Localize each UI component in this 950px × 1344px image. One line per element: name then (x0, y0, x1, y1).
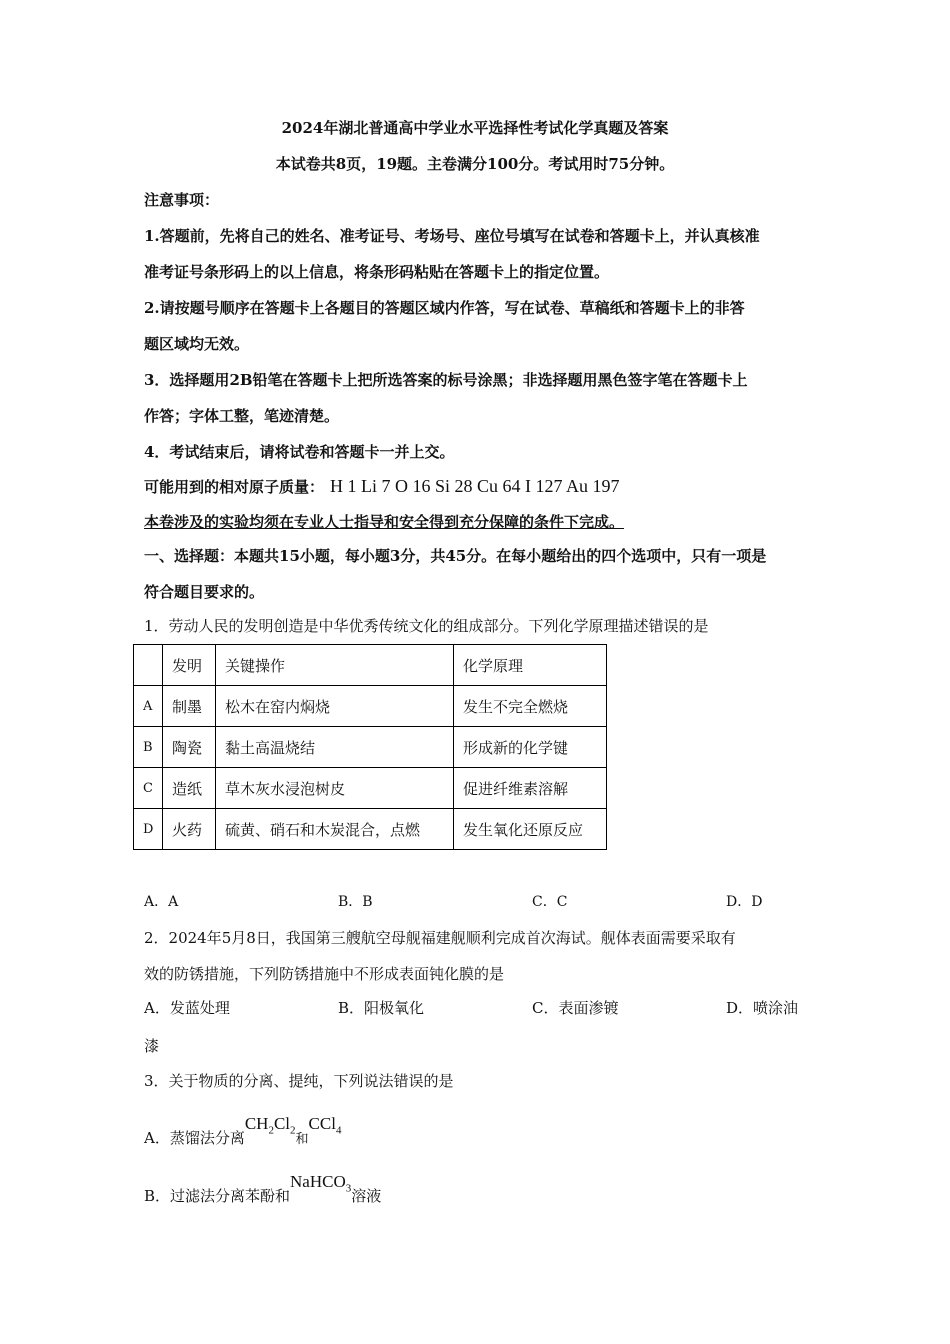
formula-ch2cl2 (244, 1114, 296, 1137)
formula-subscript: 3 (345, 1182, 352, 1195)
q1-table (133, 644, 607, 850)
formula-part: CCl (308, 1114, 336, 1133)
table-cell: 促进纤维素溶解 (454, 768, 607, 809)
formula-subscript: 2 (290, 1124, 296, 1137)
table-cell: 发生氧化还原反应 (454, 809, 607, 850)
table-header-cell: 关键操作 (216, 645, 454, 686)
table-cell: 发生不完全燃烧 (454, 686, 607, 727)
note-2-line-1: 2.请按题号顺序在答题卡上各题目的答题区域内作答，写在试卷、草稿纸和答题卡上的非答 (144, 299, 745, 317)
formula-subscript: 4 (335, 1124, 342, 1137)
atomic-mass-values: H 1 Li 7 O 16 Si 28 Cu 64 I 127 Au 197 (330, 476, 620, 496)
table-cell: C (134, 768, 163, 809)
table-cell: 形成新的化学键 (454, 727, 607, 768)
note-3-line-2: 作答；字体工整，笔迹清楚。 (144, 407, 340, 425)
table-cell: D (134, 809, 163, 850)
formula-nahco3 (290, 1172, 352, 1195)
q1-option-a: A．A (144, 894, 179, 910)
q2-option-a: A．发蓝处理 (144, 999, 230, 1017)
q2-stem-line-2: 效的防锈措施，下列防锈措施中不形成表面钝化膜的是 (144, 965, 505, 983)
q2-stem-line-1: 2．2024年5月8日，我国第三艘航空母舰福建舰顺利完成首次海试。舰体表面需要采取有 (144, 929, 736, 947)
formula-part: Cl (273, 1114, 291, 1133)
formula-subscript: 2 (268, 1124, 274, 1137)
table-cell: 造纸 (163, 768, 216, 809)
q3-option-b-suffix: 溶液 (351, 1187, 382, 1205)
note-4: 4．考试结束后，请将试卷和答题卡一并上交。 (144, 443, 455, 461)
table-header-cell: 化学原理 (454, 645, 607, 686)
atomic-mass-line (144, 476, 620, 497)
page-title: 2024年湖北普通高中学业水平选择性考试化学真题及答案 (281, 119, 669, 137)
table-cell: 火药 (163, 809, 216, 850)
section-1-line-2: 符合题目要求的。 (144, 583, 265, 601)
q3-option-a-and: 和 (295, 1132, 309, 1147)
table-row (134, 809, 607, 850)
table-cell: 陶瓷 (163, 727, 216, 768)
table-cell: 制墨 (163, 686, 216, 727)
q1-option-c: C．C (532, 894, 568, 910)
table-row (134, 727, 607, 768)
note-1-line-2: 准考证号条形码上的以上信息，将条形码粘贴在答题卡上的指定位置。 (144, 263, 610, 281)
q2-option-b: B．阳极氧化 (338, 999, 425, 1017)
safety-notice: 本卷涉及的实验均须在专业人士指导和安全得到充分保障的条件下完成。 (144, 513, 625, 531)
table-cell: B (134, 727, 163, 768)
q1-option-d: D．D (726, 894, 763, 910)
q2-option-d: D．喷涂油 (726, 999, 799, 1017)
q2-option-c: C．表面渗镀 (532, 999, 619, 1017)
q3-option-a-label: A．蒸馏法分离 (144, 1129, 245, 1147)
table-header-cell (134, 645, 163, 686)
table-cell: 草木灰水浸泡树皮 (216, 768, 454, 809)
formula-part: CH (244, 1114, 269, 1133)
table-header-cell: 发明 (163, 645, 216, 686)
formula-part: NaHCO (290, 1172, 346, 1191)
page-subtitle: 本试卷共8页，19题。主卷满分100分。考试用时75分钟。 (275, 155, 675, 173)
notes-heading: 注意事项： (144, 191, 220, 209)
q3-stem: 3．关于物质的分离、提纯，下列说法错误的是 (144, 1072, 454, 1090)
table-header-row (134, 645, 607, 686)
formula-ccl4 (308, 1114, 342, 1137)
table-cell: 硫黄、硝石和木炭混合，点燃 (216, 809, 454, 850)
note-3-line-1: 3．选择题用2B铅笔在答题卡上把所选答案的标号涂黑；非选择题用黑色签字笔在答题卡上 (144, 371, 748, 389)
q2-option-d-wrap: 漆 (144, 1037, 160, 1055)
table-cell: A (134, 686, 163, 727)
table-cell: 黏土高温烧结 (216, 727, 454, 768)
note-1-line-1: 1.答题前，先将自己的姓名、准考证号、考场号、座位号填写在试卷和答题卡上，并认真核准 (144, 227, 760, 245)
q1-stem: 1．劳动人民的发明创造是中华优秀传统文化的组成部分。下列化学原理描述错误的是 (144, 617, 709, 635)
q3-option-b-label: B．过滤法分离苯酚和 (144, 1187, 291, 1205)
table-row (134, 768, 607, 809)
table-row (134, 686, 607, 727)
table-cell: 松木在窑内焖烧 (216, 686, 454, 727)
note-2-line-2: 题区域均无效。 (144, 335, 250, 353)
q3-option-a (144, 1106, 341, 1158)
q3-option-b (144, 1164, 381, 1214)
section-1-line-1: 一、选择题：本题共15小题，每小题3分，共45分。在每小题给出的四个选项中，只有一项是 (144, 547, 767, 565)
atomic-mass-label: 可能用到的相对原子质量： (144, 478, 325, 496)
q1-option-b: B．B (338, 894, 373, 910)
